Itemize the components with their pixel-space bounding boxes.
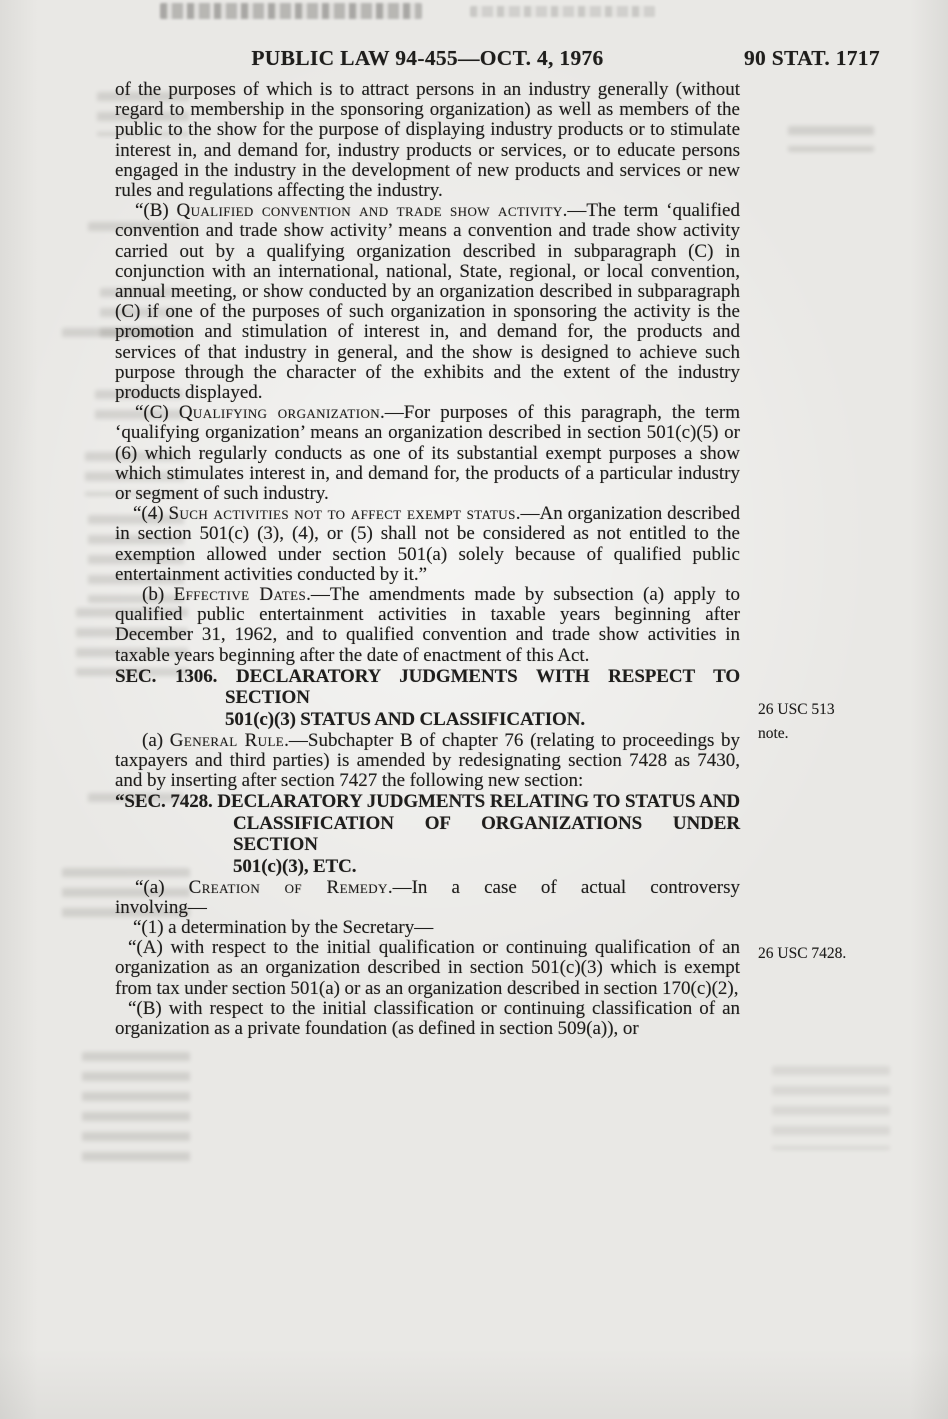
scan-smudge: [160, 3, 422, 19]
para-label: “(4): [133, 503, 169, 525]
margin-note-line: 26 USC 7428.: [758, 945, 847, 962]
para-label: “(B): [135, 200, 177, 222]
para-label: “(a): [135, 876, 189, 898]
show-through-text: [772, 1066, 890, 1150]
show-through-text: [82, 1052, 190, 1164]
heading-line: “SEC. 7428. DECLARATORY JUDGMENTS RELATING TO STATUS AND: [115, 791, 740, 813]
subsection-a-creation-of-remedy: [115, 878, 740, 918]
running-head-title: PUBLIC LAW 94-455—OCT. 4, 1976: [251, 46, 604, 70]
para-text: .—The amendments made by subsection (a) apply to qualified public entertainment activities in taxable years beginning after December 31, 1962, and to qualified convention and trade show activities in taxable years beginning after the date of enactment of this Act.: [115, 584, 740, 666]
small-caps-heading: Creation of Remedy: [188, 876, 388, 898]
heading-line: SEC. 1306. DECLARATORY JUDGMENTS WITH RESPECT TO SECTION: [115, 665, 740, 709]
subparagraph-1A: “(A) with respect to the initial qualification or continuing qualification of an organization as an organization described in section 501(c)(3) which is exempt from tax under section 501(a) or as an organization described in section 170(c)(2),: [115, 937, 740, 999]
section-7428-heading: [115, 791, 740, 877]
margin-note-line: note.: [758, 724, 789, 742]
para-text: involving—: [115, 896, 207, 918]
para-text: .—The term ‘qualified convention and trade show activity’ means a convention and trade show activity carried out by a qualifying organization described in subparagraph (C) in conjunction with an international, national, State, regional, or local convention, annual meeting, or show conducted by an organization described in subparagraph (C) if one of the purposes of such organization in sponsoring the activity is the promotion and stimulation of interest in, and demand for, the products and services of that industry in general, and the show is designed to achieve such purpose through the character of the exhibits and the extent of the industry products displayed.: [115, 200, 740, 404]
small-caps-heading: General Rule: [169, 729, 285, 751]
paragraph-continuation: of the purposes of which is to attract persons in an industry generally (without regard to membership in the sponsoring organization) as well as members of the public to the show for the purpose of displaying industry products or to stimulate interest in, and demand for, industry products or services, or to educate persons engaged in the industry in the development of new products and services or new rules and regulations affecting the industry.: [115, 79, 740, 202]
paragraph-4-exempt-status: [115, 504, 740, 585]
subparagraph-B: [115, 201, 740, 403]
small-caps-heading: Qualified convention and trade show activity: [176, 200, 563, 222]
para-label: (b): [142, 584, 174, 606]
small-caps-heading: Qualifying organization: [178, 402, 381, 424]
heading-line: 501(c)(3) STATUS AND CLASSIFICATION.: [225, 709, 586, 731]
para-label: “(C): [135, 402, 179, 424]
para-text: .—An organization described in section 501(c) (3), (4), or (5) shall not be considered as not entitled to the exemption allowed under section 501(a) solely because of qualified public entertainment activities conducted by it.”: [115, 503, 740, 585]
margin-note-26-usc-513: [758, 698, 943, 745]
para-first-line: [115, 878, 740, 898]
margin-note-26-usc-7428: [758, 942, 943, 966]
subsection-b-effective-dates: [115, 585, 740, 666]
subsection-a-general-rule: [115, 731, 740, 792]
subparagraph-C: [115, 403, 740, 504]
heading-line: 501(c)(3), ETC.: [233, 856, 357, 878]
heading-line: CLASSIFICATION OF ORGANIZATIONS UNDER SECTION: [233, 812, 740, 856]
small-caps-heading: Such activities not to affect exempt status: [168, 503, 516, 525]
show-through-text: [788, 126, 874, 152]
small-caps-heading: Effective Dates: [173, 584, 307, 606]
section-1306-heading: [115, 666, 740, 731]
statute-text-column: [115, 80, 740, 1039]
para-text: .—In a case of actual controversy: [387, 876, 740, 898]
scan-smudge: [470, 6, 655, 17]
subparagraph-1B: “(B) with respect to the initial classification or continuing classification of an organization as a private foundation (as defined in section 509(a)), or: [115, 997, 740, 1040]
para-text: .—For purposes of this paragraph, the term ‘qualifying organization’ means an organization described in section 501(c)(5) or (6) which regularly conducts as one of its substantial exempt purposes a show which stimulates interest in, and demand for, the products of a particular industry or segment of such industry.: [115, 402, 741, 505]
margin-note-line: 26 USC 513: [758, 701, 835, 718]
para-label: (a): [142, 729, 170, 751]
stat-page-number: 90 STAT. 1717: [744, 46, 880, 70]
para-text: .—Subchapter B of chapter 76 (relating to proceedings by taxpayers and third parties) is amended by redesignating section 7428 as 7430, and by inserting after section 7427 the following new section:: [115, 729, 740, 792]
paragraph-1-determination: “(1) a determination by the Secretary—: [133, 917, 434, 939]
